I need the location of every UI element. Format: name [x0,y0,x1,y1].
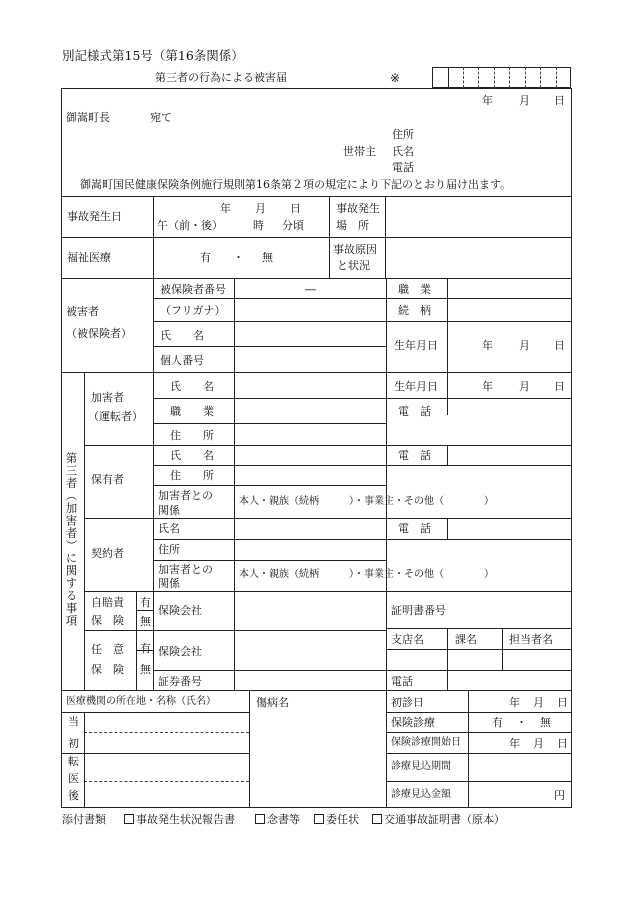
householder-label: 世帯主 [343,145,376,158]
insured-number-dash: ― [305,283,316,296]
transfer-label-3: 後 [68,789,79,802]
welfare-yes[interactable]: 有 [200,251,211,264]
transfer-label: 転 [68,755,79,768]
accident-year: 年 [220,202,231,215]
contractor-address-label: 住所 [158,543,180,556]
date-day-label: 日 [554,94,565,107]
form-title: 第三者の行為による被害届 [155,71,287,84]
offender-birth-month: 月 [519,380,530,393]
insurance-care-dot: ・ [516,716,527,729]
offender-label: 加害者 [91,391,124,404]
accident-day: 日 [290,202,301,215]
checkbox-icon [255,814,265,824]
policy-number-label: 証券番号 [158,675,202,688]
accident-place-label: 事故発生 [336,202,380,215]
welfare-dot: ・ [233,251,244,264]
accident-date-label: 事故発生日 [67,210,122,223]
contractor-label: 契約者 [91,547,124,560]
yen-label: 円 [554,789,565,802]
addressee-name: 御嵩町長 [66,111,110,124]
owner-address-label: 住 所 [170,469,214,482]
start-date-label: 保険診療開始日 [391,737,461,748]
victim-relation-label: 続 柄 [398,304,431,317]
owner-relation-label: 加害者との [158,489,213,502]
offender-birth-label: 生年月日 [394,380,438,393]
accident-cause-label-2: と状況 [337,259,370,272]
owner-relation-options[interactable]: 本人・親族（続柄 ）・事業主・その他（ ） [239,496,494,507]
attachment-pledge-label: 念書等 [267,813,300,826]
owner-label: 保有者 [91,473,124,486]
offender-job-label: 職 業 [170,405,214,418]
attachment-power-of-attorney[interactable] [314,814,359,825]
attachment-pledge[interactable] [255,814,300,825]
attachment-traffic-certificate-label: 交通事故証明書（原本） [384,813,505,826]
statement-text: 御嵩町国民健康保険条例施行規則第16条第２項の規定により下記のとおり届け出ます。 [80,178,512,191]
owner-relation-label-2: 関係 [158,504,180,517]
contractor-phone-label: 電 話 [398,522,431,535]
contractor-relation-options[interactable]: 本人・親族（続柄 ）・事業主・その他（ ） [239,569,494,580]
owner-phone-label: 電 話 [398,449,431,462]
medical-institution-label: 医療機関の所在地・名称（氏名） [66,696,216,707]
victim-job-label: 職 業 [398,283,431,296]
person-label: 担当者名 [509,633,553,646]
victim-sublabel: （被保険者） [66,327,132,340]
attachment-accident-report-label: 事故発生状況報告書 [136,813,235,826]
insured-number-label: 被保険者番号 [160,283,226,296]
third-party-side-label: 第三者（加害者）に関する事項 [64,452,79,627]
checkbox-icon [124,814,134,824]
first-visit-month: 月 [533,696,544,709]
victim-birth-year: 年 [482,339,493,352]
treatment-period-label: 診療見込期間 [391,761,451,772]
accident-minute: 分頃 [282,219,304,232]
compulsory-cert-label: 証明書番号 [391,604,446,617]
form-number: 別記様式第15号（第16条関係） [62,48,244,63]
optional-label-2: 保 険 [91,663,124,676]
compulsory-no[interactable]: 無 [140,615,151,628]
reference-mark: ※ [390,71,401,85]
owner-name-label: 氏 名 [170,449,214,462]
optional-no[interactable]: 無 [140,663,151,676]
first-visit-year: 年 [509,696,520,709]
householder-name-label: 氏名 [392,145,414,158]
checkbox-icon [372,814,382,824]
contractor-relation-label: 加害者との [158,563,213,576]
initial-label-2: 初 [68,737,79,750]
compulsory-label: 自賠責 [91,596,124,609]
accident-place-label-2: 場 所 [336,219,369,232]
date-month-label: 月 [519,94,530,107]
start-date-month: 月 [533,737,544,750]
reference-number-box[interactable] [432,67,571,88]
offender-address-label: 住 所 [170,429,214,442]
accident-hour: 時 [253,219,264,232]
first-visit-label: 初診日 [391,696,424,709]
insurance-care-no[interactable]: 無 [540,716,551,729]
offender-birth-year: 年 [482,380,493,393]
welfare-no[interactable]: 無 [262,251,273,264]
offender-birth-day: 日 [554,380,565,393]
offender-sublabel: （運転者） [88,410,143,423]
accident-cause-label: 事故原因 [333,243,377,256]
compulsory-company-label: 保険会社 [158,604,202,617]
insurance-care-yes[interactable]: 有 [492,716,503,729]
accident-place-field[interactable] [386,197,571,236]
start-date-year: 年 [509,737,520,750]
optional-phone-label: 電話 [391,675,413,688]
initial-label: 当 [68,715,79,728]
householder-phone-label: 電話 [392,161,414,174]
addressee-suffix: 宛て [150,111,172,124]
contractor-name-label: 氏名 [158,522,180,535]
offender-name-label: 氏 名 [170,380,214,393]
welfare-label: 福祉医療 [67,251,111,264]
optional-label: 任 意 [91,643,124,656]
branch-label: 支店名 [391,633,424,646]
transfer-label-2: 医 [68,772,79,785]
optional-company-label: 保険会社 [158,645,202,658]
section-label: 課名 [455,633,477,646]
victim-birth-month: 月 [519,339,530,352]
victim-label: 被害者 [66,305,99,318]
attachment-traffic-certificate[interactable] [372,814,505,825]
householder-address-label: 住所 [392,128,414,141]
date-year-label: 年 [482,94,493,107]
my-number-label: 個人番号 [160,354,204,367]
accident-ampm: 午（前・後） [157,219,223,232]
accident-cause-field[interactable] [386,238,571,277]
compulsory-label-2: 保 険 [91,614,124,627]
optional-yes[interactable]: 有 [140,642,151,655]
victim-birth-day: 日 [554,339,565,352]
attachment-accident-report[interactable] [124,814,235,825]
treatment-amount-label: 診療見込金額 [391,789,451,800]
attachments-label: 添付書類 [62,813,106,826]
victim-name-label: 氏 名 [160,329,204,342]
accident-month: 月 [255,202,266,215]
insurance-care-label: 保険診療 [391,716,435,729]
attachment-power-of-attorney-label: 委任状 [326,813,359,826]
checkbox-icon [314,814,324,824]
victim-birth-label: 生年月日 [394,339,438,352]
compulsory-yes[interactable]: 有 [140,596,151,609]
disease-label: 傷病名 [256,696,289,709]
first-visit-day: 日 [557,696,568,709]
contractor-relation-label-2: 関係 [158,577,180,590]
furigana-label: （フリガナ） [160,304,226,317]
offender-phone-label: 電 話 [398,405,431,418]
start-date-day: 日 [557,737,568,750]
